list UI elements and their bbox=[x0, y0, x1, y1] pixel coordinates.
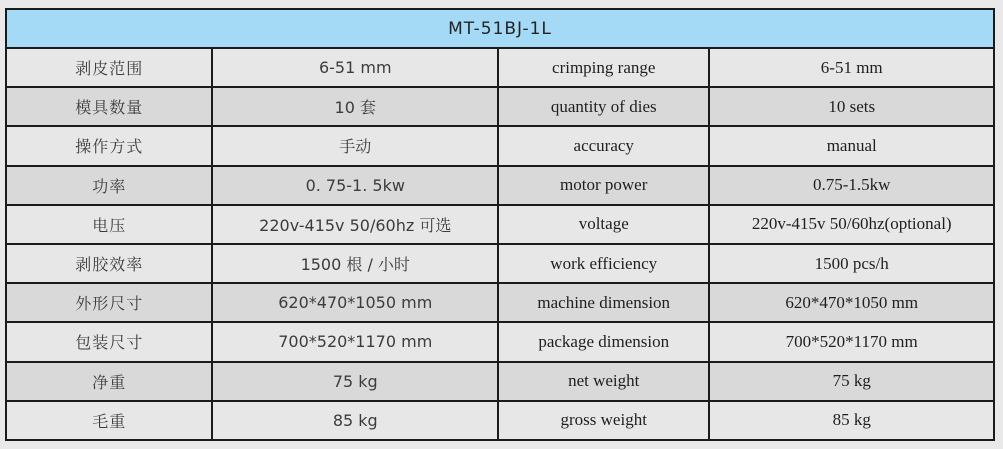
table-row bbox=[6, 166, 994, 205]
cell-en-value: 700*520*1170 mm bbox=[709, 322, 994, 361]
table-row bbox=[6, 322, 994, 361]
cell-en-value: 620*470*1050 mm bbox=[709, 283, 994, 322]
spec-sheet bbox=[5, 8, 995, 441]
cell-en-value: 85 kg bbox=[709, 401, 994, 440]
cell-cn-label: 操作方式 bbox=[6, 126, 212, 165]
cell-cn-label: 剥胶效率 bbox=[6, 244, 212, 283]
cell-en-value: 75 kg bbox=[709, 362, 994, 401]
table-row bbox=[6, 48, 994, 87]
cell-en-label: crimping range bbox=[498, 48, 709, 87]
cell-en-label: voltage bbox=[498, 205, 709, 244]
cell-cn-label: 毛重 bbox=[6, 401, 212, 440]
cell-cn-value: 6-51 mm bbox=[212, 48, 498, 87]
table-header-row bbox=[6, 9, 994, 48]
cell-cn-value: 620*470*1050 mm bbox=[212, 283, 498, 322]
cell-en-value: manual bbox=[709, 126, 994, 165]
cell-cn-label: 包装尺寸 bbox=[6, 322, 212, 361]
cell-cn-value: 0. 75-1. 5kw bbox=[212, 166, 498, 205]
cell-cn-label: 剥皮范围 bbox=[6, 48, 212, 87]
table-title: MT-51BJ-1L bbox=[6, 9, 994, 48]
cell-en-label: quantity of dies bbox=[498, 87, 709, 126]
table-row bbox=[6, 205, 994, 244]
table-row bbox=[6, 401, 994, 440]
table-row bbox=[6, 362, 994, 401]
cell-cn-value: 手动 bbox=[212, 126, 498, 165]
cell-cn-value: 85 kg bbox=[212, 401, 498, 440]
cell-en-label: net weight bbox=[498, 362, 709, 401]
cell-en-value: 0.75-1.5kw bbox=[709, 166, 994, 205]
cell-cn-value: 700*520*1170 mm bbox=[212, 322, 498, 361]
cell-en-value: 220v-415v 50/60hz(optional) bbox=[709, 205, 994, 244]
cell-cn-value: 75 kg bbox=[212, 362, 498, 401]
cell-cn-label: 电压 bbox=[6, 205, 212, 244]
cell-en-label: motor power bbox=[498, 166, 709, 205]
cell-en-label: machine dimension bbox=[498, 283, 709, 322]
table-row bbox=[6, 283, 994, 322]
cell-en-label: accuracy bbox=[498, 126, 709, 165]
spec-table bbox=[5, 8, 995, 441]
cell-en-label: package dimension bbox=[498, 322, 709, 361]
cell-cn-label: 净重 bbox=[6, 362, 212, 401]
cell-en-label: work efficiency bbox=[498, 244, 709, 283]
cell-cn-value: 1500 根 / 小时 bbox=[212, 244, 498, 283]
cell-cn-value: 220v-415v 50/60hz 可选 bbox=[212, 205, 498, 244]
cell-en-value: 1500 pcs/h bbox=[709, 244, 994, 283]
cell-cn-label: 外形尺寸 bbox=[6, 283, 212, 322]
table-row bbox=[6, 87, 994, 126]
cell-en-label: gross weight bbox=[498, 401, 709, 440]
table-row bbox=[6, 244, 994, 283]
cell-en-value: 10 sets bbox=[709, 87, 994, 126]
cell-cn-value: 10 套 bbox=[212, 87, 498, 126]
cell-cn-label: 模具数量 bbox=[6, 87, 212, 126]
cell-en-value: 6-51 mm bbox=[709, 48, 994, 87]
table-row bbox=[6, 126, 994, 165]
cell-cn-label: 功率 bbox=[6, 166, 212, 205]
